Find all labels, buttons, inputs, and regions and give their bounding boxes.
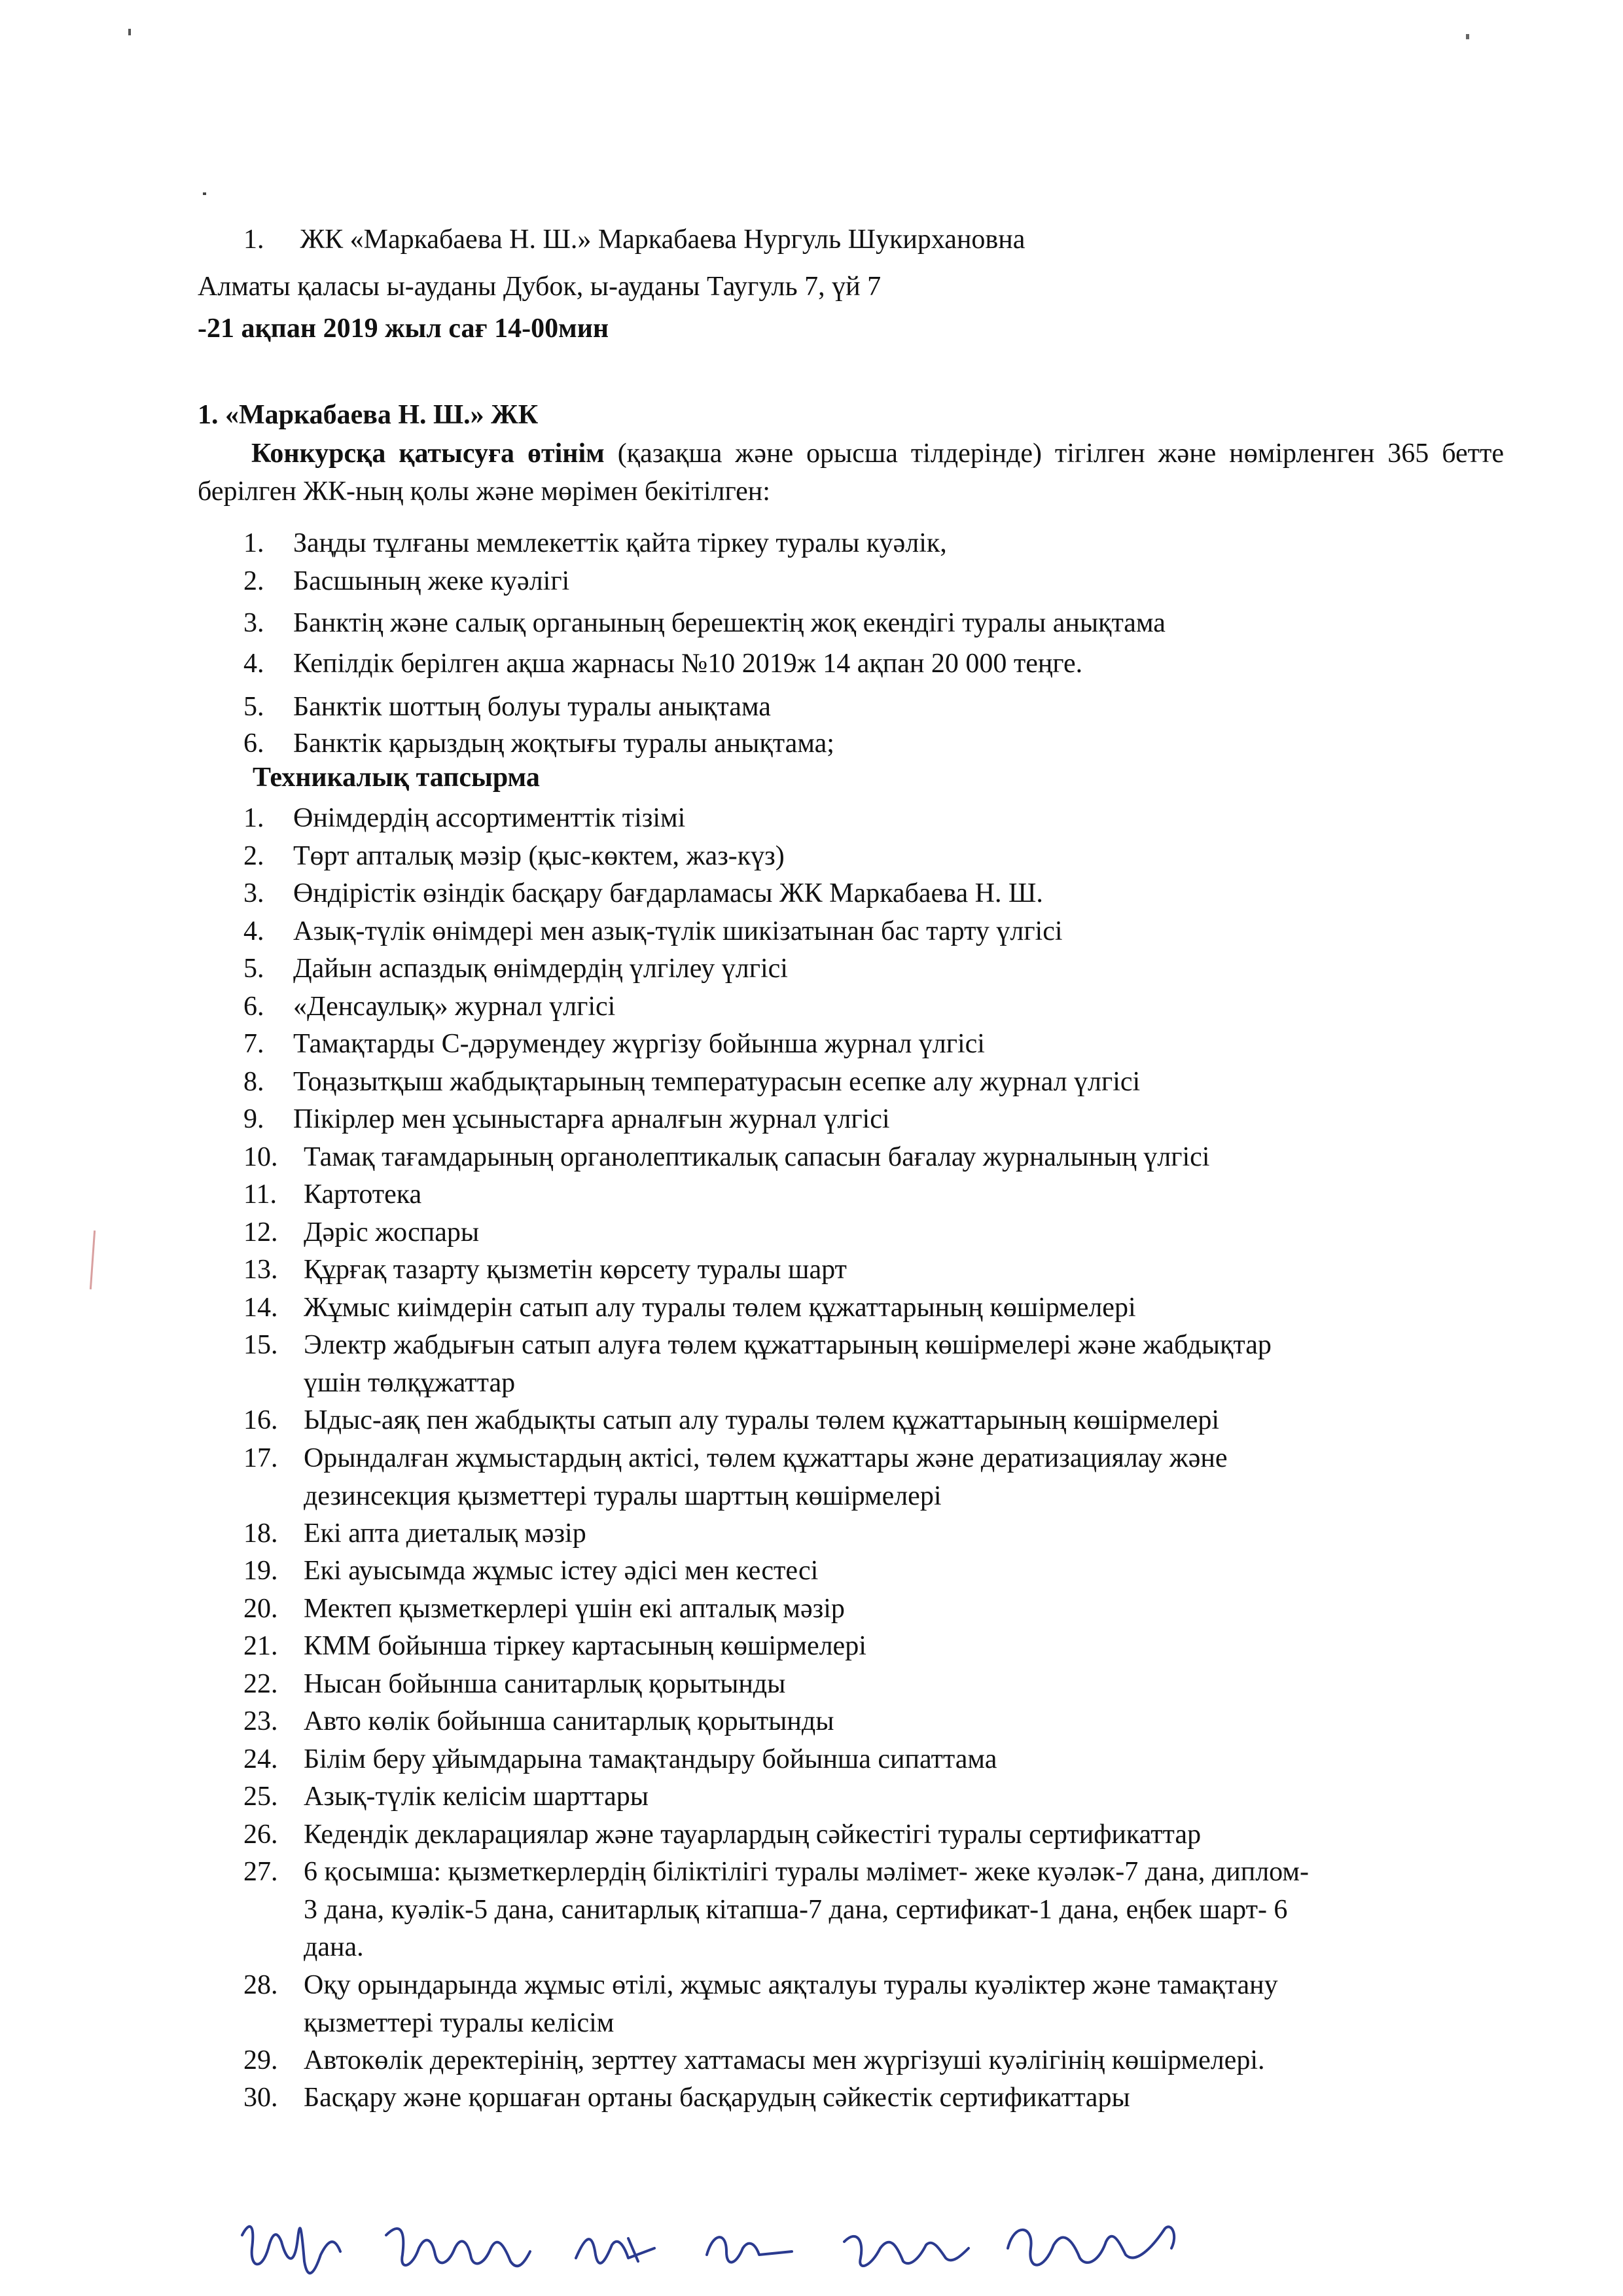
document-item-text: Банктік қарыздың жоқтығы туралы анықтама; (293, 728, 834, 759)
tech-item-text: Ыдыс-аяқ пен жабдықты сатып алу туралы төлем құжаттарының көшірмелері (304, 1405, 1220, 1435)
tech-item-text: Екі ауысымда жұмыс істеу әдісі мен кестесі (304, 1556, 819, 1586)
signature-4 (707, 2237, 792, 2262)
tech-item-number: 20. (243, 1594, 278, 1624)
document-item-number: 6. (243, 728, 264, 759)
scan-speck (203, 192, 206, 195)
document-item-number: 1. (243, 528, 264, 558)
tech-item-text: Білім беру ұйымдарына тамақтандыру бойынша сипаттама (304, 1744, 997, 1774)
tech-item-text: Екі апта диеталық мәзір (304, 1518, 586, 1549)
tech-item-number: 6. (243, 992, 264, 1022)
tech-item-text: Картотека (304, 1179, 422, 1210)
tech-item-text: Азық-түлік келісім шарттары (304, 1782, 649, 1812)
document-item-number: 4. (243, 649, 264, 679)
tech-item-number: 11. (243, 1179, 277, 1210)
document-item-text: Кепілдік берілген ақша жарнасы №10 2019ж 14 ақпан 20 000 теңге. (293, 649, 1083, 679)
tech-item-number: 10. (243, 1142, 278, 1172)
intro-rest: (қазақша және орысша тілдерінде) тігілген және нөмірленген 365 бетте берілген ЖК-ның қолы және мөрімен бекітілген: (198, 439, 1505, 507)
tech-item-text: Кедендік декларациялар және тауарлардың сәйкестігі туралы сертификаттар (304, 1820, 1202, 1850)
signature-3 (576, 2238, 654, 2263)
tech-item-number: 7. (243, 1029, 264, 1059)
tech-item-number: 2. (243, 841, 264, 871)
tech-item-text: Электр жабдығын сатып алуға төлем құжаттарының көшірмелері және жабдықтар (304, 1330, 1272, 1360)
document-item-text: Банктік шоттың болуы туралы анықтама (293, 692, 771, 722)
intro-bold: Конкурсқа қатысуға өтінім (251, 439, 605, 469)
tech-item-number: 27. (243, 1857, 278, 1887)
signature-2 (386, 2229, 530, 2266)
tech-item-number: 24. (243, 1744, 278, 1774)
tech-item-text: Жұмыс киімдерін сатып алу туралы төлем құжаттарының көшірмелері (304, 1293, 1136, 1323)
tech-item-text: Мектеп қызметкерлері үшін екі апталық мәзір (304, 1594, 845, 1624)
tech-item-text: үшін төлқұжаттар (304, 1368, 516, 1398)
tech-item-number: 18. (243, 1518, 278, 1549)
tech-item-number: 12. (243, 1217, 278, 1247)
scan-speck (1466, 34, 1469, 39)
tech-item-number: 21. (243, 1631, 278, 1661)
document-item-text: Басшының жеке куәлігі (293, 566, 570, 596)
tech-item-number: 28. (243, 1970, 278, 2000)
tech-item-text: «Денсаулық» журнал үлгісі (293, 992, 616, 1022)
tech-item-text: Нысан бойынша санитарлық қорытынды (304, 1669, 786, 1699)
tech-item-text: КММ бойынша тіркеу картасының көшірмелері (304, 1631, 866, 1661)
tech-item-text: Төрт апталық мәзір (қыс-көктем, жаз-күз) (293, 841, 785, 871)
tech-item-text: Басқару және қоршаған ортаны басқарудың сәйкестік сертификаттары (304, 2083, 1130, 2113)
tech-item-text: дезинсекция қызметтері туралы шарттың көшірмелері (304, 1481, 942, 1511)
tech-item-number: 3. (243, 878, 264, 908)
tech-item-text: 6 қосымша: қызметкерлердің біліктілігі туралы мәлімет- жеке куәләк-7 дана, диплом- (304, 1857, 1309, 1887)
header-line-1 (243, 221, 1025, 258)
tech-item-number: 19. (243, 1556, 278, 1586)
document-item-number: 5. (243, 692, 264, 722)
tech-item-text: Азық-түлік өнімдері мен азық-түлік шикізатынан бас тарту үлгісі (293, 916, 1063, 946)
signature-1 (242, 2227, 340, 2273)
tech-item-number: 5. (243, 954, 264, 984)
tech-item-text: дана. (304, 1932, 364, 1962)
tech-item-text: Авто көлік бойынша санитарлық қорытынды (304, 1706, 834, 1736)
tech-item-number: 26. (243, 1820, 278, 1850)
tech-item-text: Құрғақ тазарту қызметін көрсету туралы шарт (304, 1255, 847, 1285)
document-item-text: Банктің және салық органының берешектің жоқ екендігі туралы анықтама (293, 608, 1166, 638)
tech-item-text: Дайын аспаздық өнімдердің үлгілеу үлгісі (293, 954, 788, 984)
tech-item-text: Дәріс жоспары (304, 1217, 480, 1247)
document-item-number: 3. (243, 608, 264, 638)
signature-5 (844, 2236, 969, 2266)
tech-item-text: Өнімдердің ассортименттік тізімі (293, 803, 686, 833)
red-pen-mark (90, 1230, 96, 1289)
tech-title: Техникалық тапсырма (253, 762, 540, 793)
tech-item-text: қызметтері туралы келісім (304, 2008, 615, 2038)
document-item-number: 2. (243, 566, 264, 596)
tech-item-number: 25. (243, 1782, 278, 1812)
header-number: 1. (243, 224, 264, 255)
tech-item-text: Өндірістік өзіндік басқару бағдарламасы ЖК Маркабаева Н. Ш. (293, 878, 1043, 908)
tech-item-text: Пікірлер мен ұсыныстарға арналғын журнал үлгісі (293, 1104, 890, 1134)
tech-item-text: Автокөлік деректерінің, зерттеу хаттамасы мен жүргізуші куәлігінің көшірмелері. (304, 2045, 1265, 2075)
tech-item-number: 13. (243, 1255, 278, 1285)
intro-paragraph (198, 435, 1504, 511)
header-datetime: -21 ақпан 2019 жыл сағ 14-00мин (198, 314, 609, 344)
scan-speck (128, 29, 131, 35)
signatures (236, 2209, 1217, 2287)
tech-item-text: Тоңазытқыш жабдықтарының температурасын есепке алу журнал үлгісі (293, 1067, 1141, 1097)
tech-item-number: 29. (243, 2045, 278, 2075)
tech-item-text: Оқу орындарында жұмыс өтілі, жұмыс аяқталуы туралы куәліктер және тамақтану (304, 1970, 1278, 2000)
tech-item-text: Орындалған жұмыстардың актісі, төлем құжаттары және дератизациялау және (304, 1443, 1228, 1473)
tech-item-text: 3 дана, куәлік-5 дана, санитарлық кітапша-7 дана, сертификат-1 дана, еңбек шарт- 6 (304, 1895, 1288, 1925)
tech-item-number: 16. (243, 1405, 278, 1435)
tech-item-text: Тамақтарды С-дәрумендеу жүргізу бойынша журнал үлгісі (293, 1029, 985, 1059)
tech-item-number: 30. (243, 2083, 278, 2113)
document-item-text: Заңды тұлғаны мемлекеттік қайта тіркеу туралы куәлік, (293, 528, 947, 558)
tech-item-number: 4. (243, 916, 264, 946)
header-entity: ЖК «Маркабаева Н. Ш.» Маркабаева Нургуль Шукирхановна (300, 224, 1026, 255)
tech-item-number: 15. (243, 1330, 278, 1360)
signature-6 (1008, 2227, 1174, 2265)
tech-item-number: 1. (243, 803, 264, 833)
tech-item-number: 17. (243, 1443, 278, 1473)
tech-item-number: 9. (243, 1104, 264, 1134)
tech-item-number: 14. (243, 1293, 278, 1323)
section-title: 1. «Маркабаева Н. Ш.» ЖК (198, 400, 539, 430)
tech-item-number: 8. (243, 1067, 264, 1097)
header-address: Алматы қаласы ы-ауданы Дубок, ы-ауданы Таугуль 7, үй 7 (198, 272, 882, 302)
tech-item-number: 23. (243, 1706, 278, 1736)
tech-item-number: 22. (243, 1669, 278, 1699)
tech-item-text: Тамақ тағамдарының органолептикалық сапасын бағалау журналының үлгісі (304, 1142, 1210, 1172)
